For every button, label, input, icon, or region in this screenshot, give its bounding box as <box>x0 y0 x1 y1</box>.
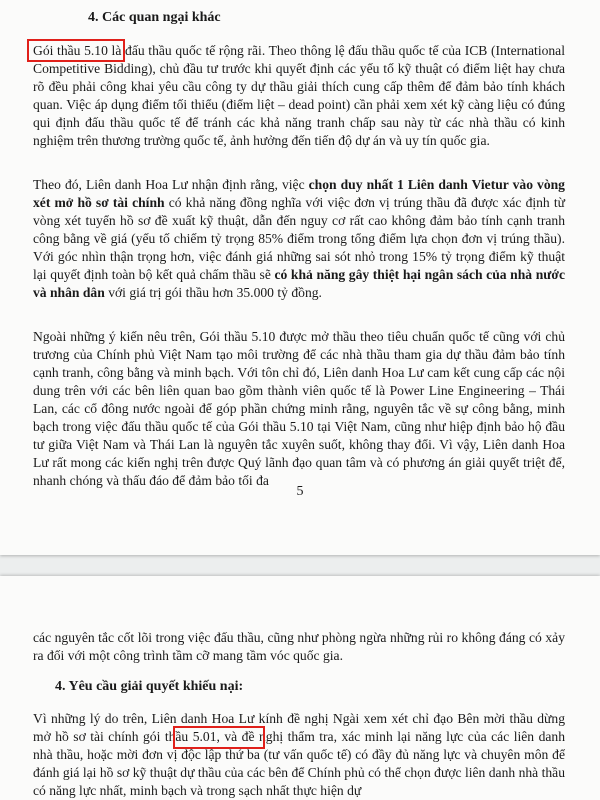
package-highlight-text-5-01: gói thầu 5.01 <box>142 729 217 744</box>
paragraph-request: Vì những lý do trên, Liên danh Hoa Lư kính đề nghị Ngài xem xét chỉ đạo Bên mời thầu dừng mở hồ sơ tài chính gói thầu 5.01, và đề nghị thẩm tra, xác minh lại năng lực của các liên danh nhà thầu, hoặc mời đơn vị độc lập thứ ba (tư vấn quốc tế) có đầy đủ năng lực và chuyên môn để đánh giá lại hồ sơ kỹ thuật dự thầu của các bên để Chính phủ có thể chọn được liên danh nhà thầu có năng lực nhất, minh bạch và trong sạch nhất thực hiện dự <box>33 711 565 798</box>
section-heading-complaint: 4. Yêu cầu giải quyết khiếu nại: <box>55 679 244 694</box>
bold-phrase-budget-damage: có khả năng gây thiệt hại ngân sách của nhà nước và nhân dân <box>33 267 565 300</box>
document-page-6 <box>0 576 600 800</box>
paragraph-icb: Gói thầu 5.10 là đấu thầu quốc tế rộng rãi. Theo thông lệ đấu thầu quốc tế của ICB (International Competitive Bidding), chủ đầu tư trước khi quyết định các yếu tố kỹ thuật có điểm liệt hay chưa rõ đều phải công khai yêu cầu công ty dự thầu giải thích cung cấp thêm để đảm bảo tính khách quan. Việc áp dụng điểm tối thiểu (điểm liệt – dead point) cần phải xem xét kỹ càng liệu có đúng qui định đấu thầu quốc tế để tránh các khả năng tranh chấp sau này từ các nhà thầu có kinh nghiệm trên thương trường quốc tế, ảnh hưởng đến tiến độ dự án và uy tín quốc gia. <box>33 43 565 148</box>
section-heading-concerns: 4. Các quan ngại khác <box>88 10 221 25</box>
highlight-box-package-5-01 <box>173 726 265 749</box>
package-highlight-text: Gói thầu 5.10 <box>33 43 108 58</box>
page-number: 5 <box>296 484 304 499</box>
paragraph-continuation: các nguyên tắc cốt lõi trong việc đấu thầu, cũng như phòng ngừa những rủi ro không đáng có xảy ra đối với một công trình tầm cỡ mang tầm vóc quốc gia. <box>33 630 565 663</box>
bold-phrase-vietur: chọn duy nhất 1 Liên danh Vietur vào vòng xét mở hồ sơ tài chính <box>33 177 565 210</box>
highlight-box-package-5-10 <box>27 39 125 62</box>
paragraph-commitment: Ngoài những ý kiến nêu trên, Gói thầu 5.10 được mở thầu theo tiêu chuẩn quốc tế cũng với chủ trương của Chính phủ Việt Nam tạo môi trường để các nhà thầu tham gia dự thầu đảm bảo tính cạnh tranh, công bằng và minh bạch. Với tôn chỉ đó, Liên danh Hoa Lư cam kết cung cấp các nội dung trên với các bên liên quan bao gồm thành viên quốc tế là Power Line Engineering – Thái Lan, các cổ đông nước ngoài để góp phần chứng minh rằng, nguyên tắc về sự công bằng, minh bạch trong việc đấu thầu quốc tế của Gói thầu 5.10 tại Việt Nam, cũng như hiệp định bảo hộ đầu tư giữa Việt Nam và Thái Lan là nguyên tắc xuyên suốt, không thay đổi. Vì vậy, Liên danh Hoa Lư rất mong các kiến nghị trên được Quý lãnh đạo quan tâm và có phương án giải quyết triệt để, nhanh chóng và thấu đáo để đảm bảo tối đa <box>33 329 565 488</box>
paragraph-vietur: Theo đó, Liên danh Hoa Lư nhận định rằng, việc chọn duy nhất 1 Liên danh Vietur vào vòng xét mở hồ sơ tài chính có khả năng đồng nghĩa với việc đơn vị trúng thầu đã được xác định từ vòng xét tuyển hồ sơ đề xuất kỹ thuật, dẫn đến nguy cơ rất cao không đảm bảo tính cạnh tranh công bằng về giá (yếu tố chiếm tỷ trọng 85% điểm trong tổng điểm lựa chọn đơn vị trúng thầu). Với góc nhìn thận trọng hơn, việc đánh giá những sai sót nhỏ trong 15% tỷ trọng điểm kỹ thuật lại quyết định toàn bộ kết quả chấm thầu sẽ có khả năng gây thiệt hại ngân sách của nhà nước và nhân dân với giá trị gói thầu hơn 35.000 tỷ đồng. <box>33 177 565 300</box>
